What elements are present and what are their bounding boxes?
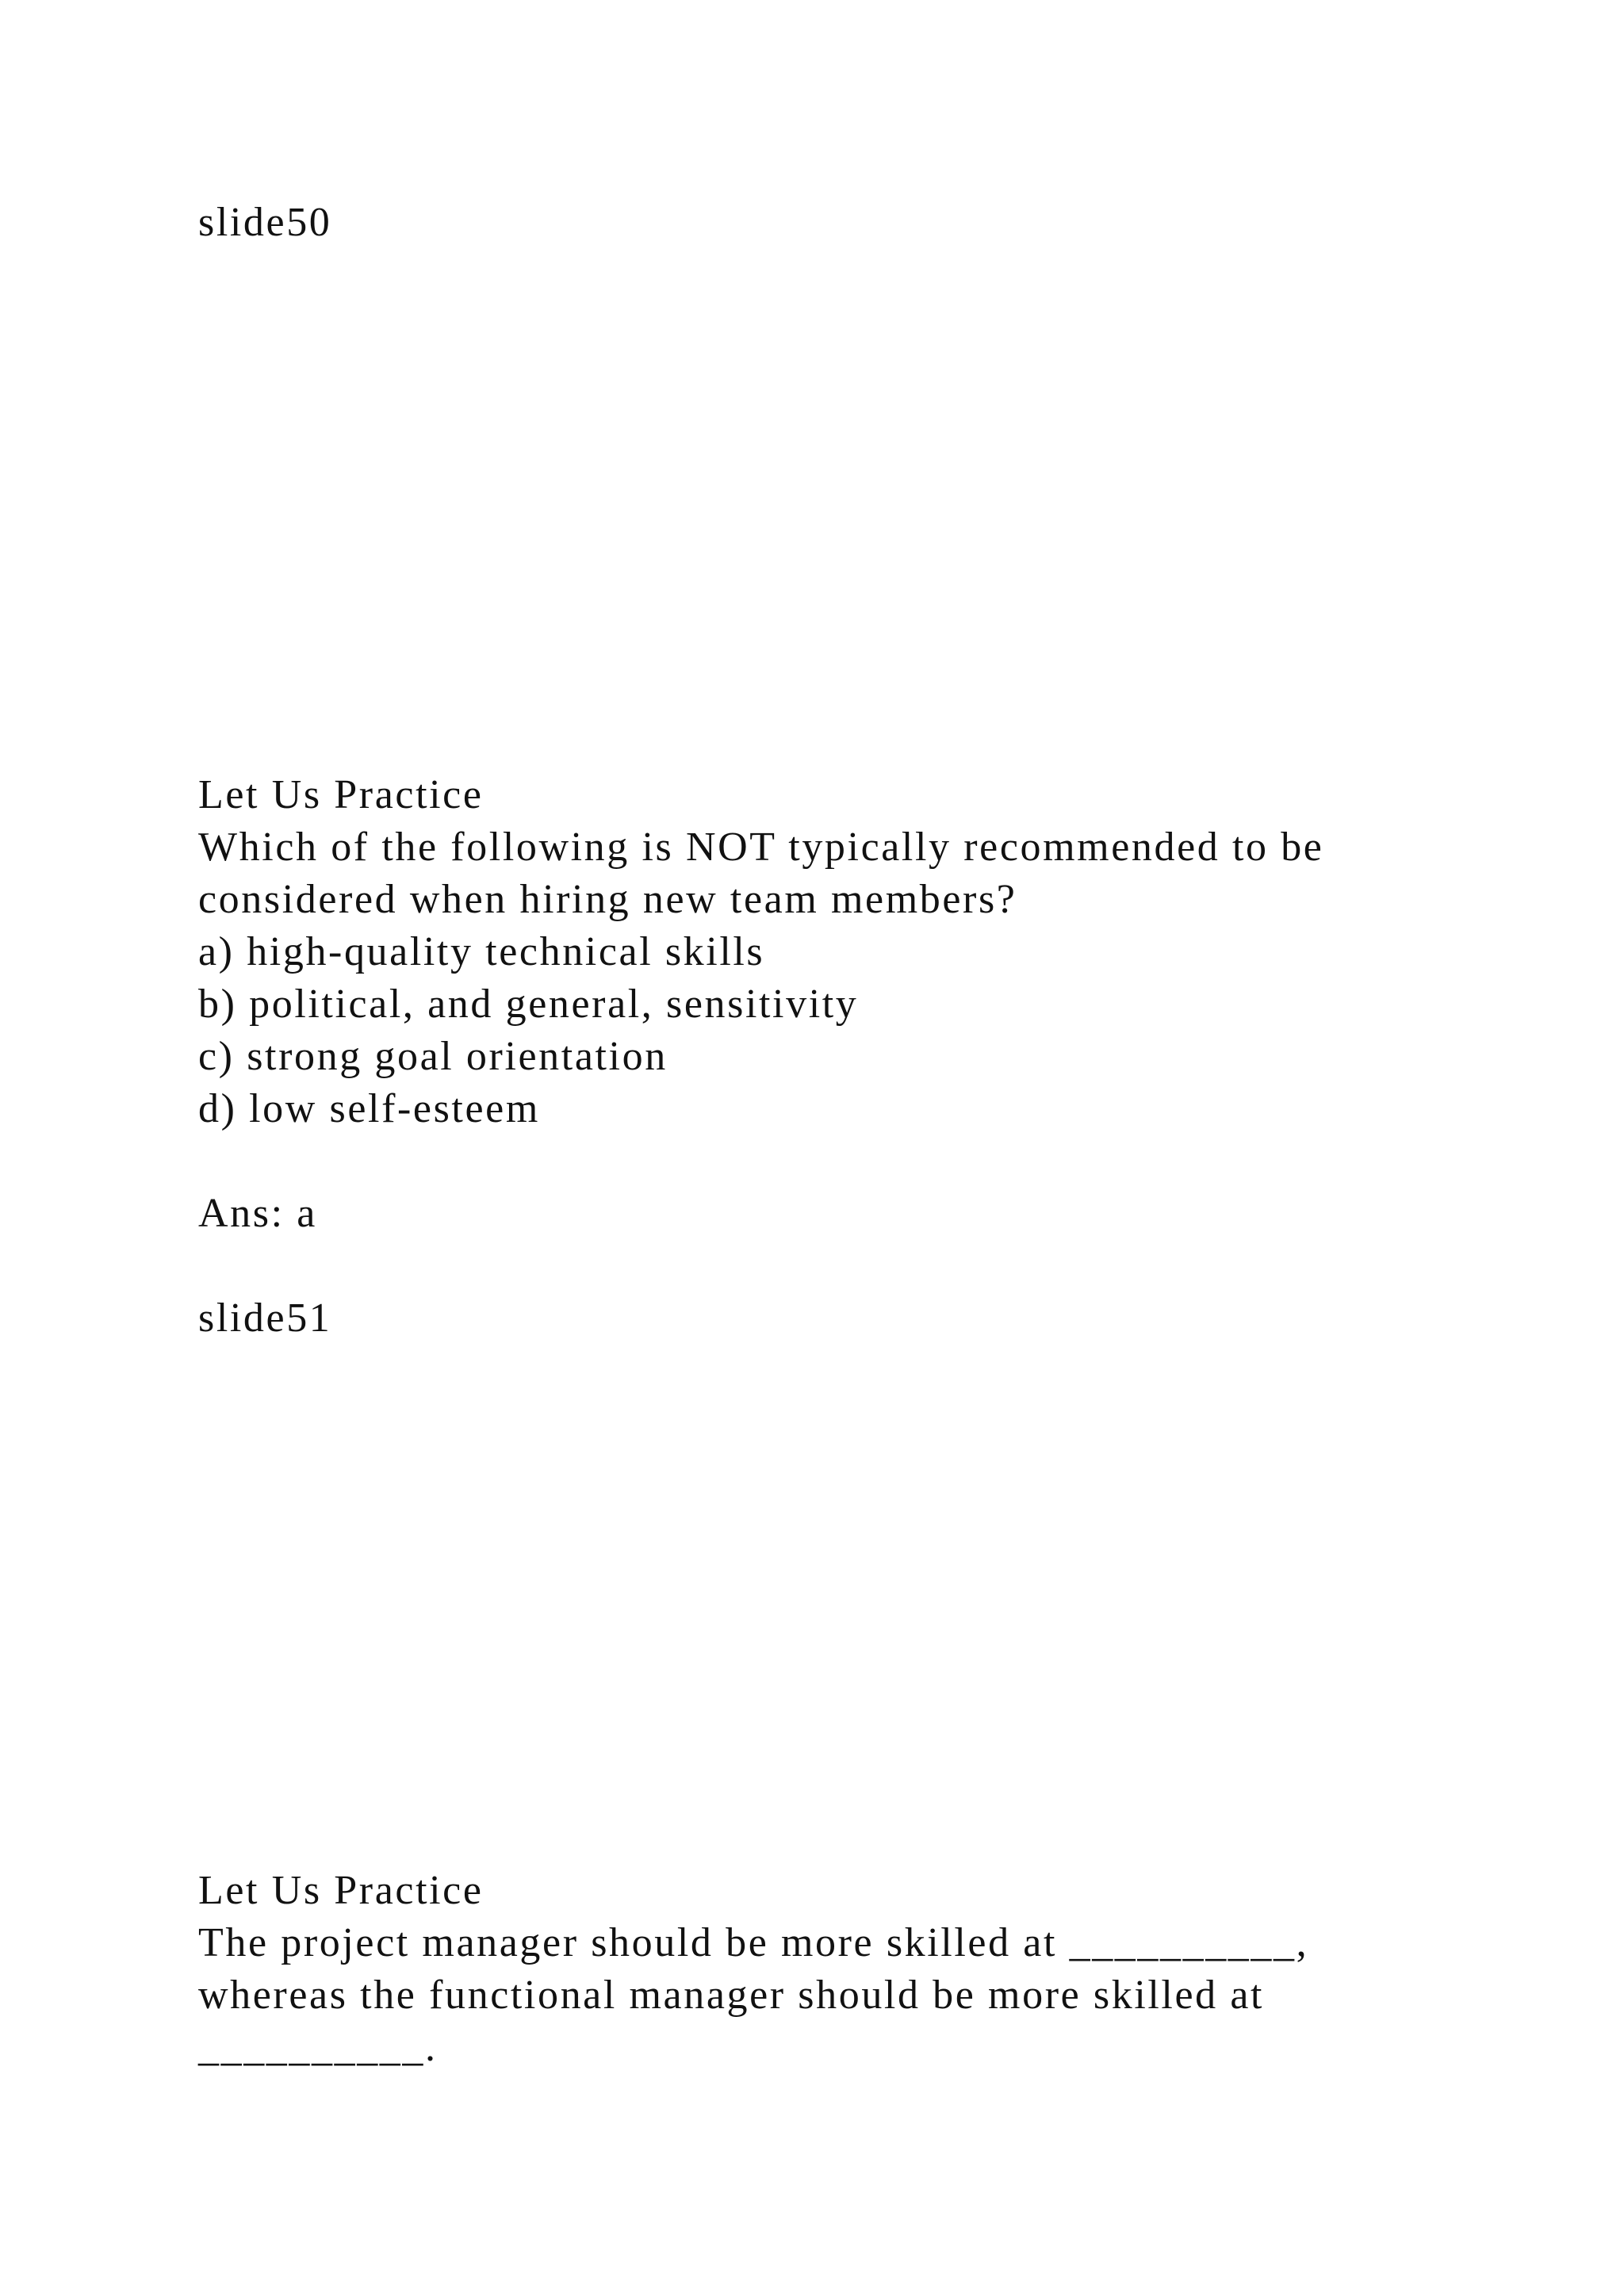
- answer-option-d: d) low self-esteem: [198, 1086, 540, 1131]
- question-text: considered when hiring new team members?: [198, 877, 1017, 922]
- question-text: Which of the following is NOT typically recommended to be: [198, 825, 1324, 870]
- slide-label: slide51: [198, 1295, 332, 1341]
- slide-label: slide50: [198, 200, 332, 245]
- section-heading: Let Us Practice: [198, 1868, 484, 1913]
- question-text: The project manager should be more skilled at __________,: [198, 1920, 1309, 1965]
- answer-option-a: a) high-quality technical skills: [198, 929, 765, 974]
- section-heading: Let Us Practice: [198, 772, 484, 817]
- question-text: __________.: [198, 2025, 438, 2070]
- answer-option-c: c) strong goal orientation: [198, 1034, 668, 1079]
- answer-key: Ans: a: [198, 1191, 317, 1236]
- question-text: whereas the functional manager should be more skilled at: [198, 1973, 1265, 2018]
- answer-option-b: b) political, and general, sensitivity: [198, 982, 859, 1027]
